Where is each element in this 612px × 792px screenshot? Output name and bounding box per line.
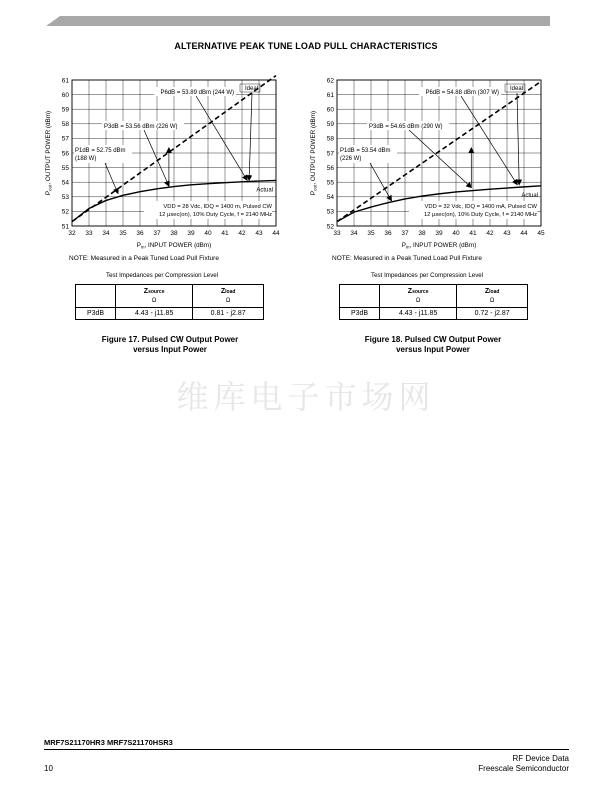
annotation-p1db-line1: P1dB = 53.54 dBm bbox=[340, 148, 391, 154]
y-tick-label: 60 bbox=[326, 106, 334, 114]
x-tick-label: 36 bbox=[136, 230, 144, 237]
y-tick-label: 54 bbox=[61, 179, 69, 187]
chart-note: NOTE: Measured in a Peak Tuned Load Pull Fixture bbox=[69, 255, 219, 262]
x-tick-label: 36 bbox=[384, 230, 392, 237]
y-tick-label: 52 bbox=[326, 223, 334, 231]
series-label-ideal: Ideal bbox=[244, 86, 258, 92]
y-tick-label: 56 bbox=[326, 164, 334, 172]
series-label-actual: Actual bbox=[256, 187, 273, 194]
x-axis-label-main: P bbox=[401, 242, 406, 249]
annotation-p3db: P3dB = 54.65 dBm (290 W) bbox=[369, 124, 443, 130]
x-axis-label bbox=[402, 242, 476, 250]
y-tick-label: 60 bbox=[61, 91, 69, 99]
annotation-p6db: P6dB = 54.88 dBm (307 W) bbox=[425, 90, 499, 96]
x-tick-label: 43 bbox=[255, 230, 263, 237]
y-tick-label: 62 bbox=[326, 77, 334, 85]
y-axis-label-main: P bbox=[45, 190, 52, 196]
annotation-p1db-line2: (188 W) bbox=[75, 156, 97, 162]
y-axis-label bbox=[310, 111, 318, 195]
y-tick-label: 51 bbox=[61, 223, 69, 231]
x-tick-label: 38 bbox=[170, 230, 178, 237]
figure-caption-line2: versus Input Power bbox=[133, 345, 207, 354]
x-tick-label: 40 bbox=[452, 230, 460, 237]
table-unit: Ω bbox=[415, 297, 421, 304]
x-tick-label: 39 bbox=[187, 230, 195, 237]
y-tick-label: 59 bbox=[326, 121, 334, 129]
y-axis-label-rest: , OUTPUT POWER (dBm) bbox=[310, 110, 317, 185]
footer-divider bbox=[44, 749, 569, 750]
x-tick-label: 32 bbox=[68, 230, 76, 237]
annotation-p1db-line1: P1dB = 52.75 dBm bbox=[75, 148, 126, 154]
chart-figure-18 bbox=[305, 74, 550, 264]
x-tick-label: 41 bbox=[221, 230, 229, 237]
y-tick-label: 58 bbox=[61, 121, 69, 129]
x-tick-label: 38 bbox=[418, 230, 426, 237]
x-axis-label bbox=[137, 242, 211, 250]
footer-company: Freescale Semiconductor bbox=[478, 764, 569, 773]
annotation-arrow-ideal bbox=[249, 93, 252, 180]
x-axis-label-rest: , INPUT POWER (dBm) bbox=[409, 242, 477, 249]
x-tick-label: 33 bbox=[333, 230, 341, 237]
table-header-zload: Zload Ω bbox=[457, 285, 528, 308]
table-cell-zload: 0.81 - j2.87 bbox=[193, 308, 264, 320]
y-tick-label: 53 bbox=[61, 194, 69, 202]
y-axis-label-main: P bbox=[310, 190, 317, 196]
x-tick-label: 40 bbox=[204, 230, 212, 237]
table-header-zload: Zload Ω bbox=[193, 285, 264, 308]
condition-line-2: 12 μsec(on), 10% Duty Cycle, f = 2140 MHz bbox=[423, 212, 537, 218]
table-title: Test Impedances per Compression Level bbox=[106, 272, 219, 279]
annotation-p3db: P3dB = 53.56 dBm (226 W) bbox=[104, 124, 178, 130]
table-cell-zsource: 4.43 - j11.85 bbox=[380, 308, 457, 320]
watermark: 维库电子市场网 bbox=[176, 378, 436, 416]
x-axis-label-sub: in bbox=[140, 244, 145, 250]
table-unit: Ω bbox=[225, 297, 231, 304]
footer-part-number: MRF7S21170HR3 MRF7S21170HSR3 bbox=[44, 738, 173, 747]
x-tick-label: 41 bbox=[469, 230, 477, 237]
chart-figure-17 bbox=[40, 74, 285, 264]
table-header-zsource: Zsource Ω bbox=[116, 285, 193, 308]
figure-caption bbox=[70, 335, 270, 355]
annotation-p1db-line2: (226 W) bbox=[340, 156, 362, 162]
annotation-arrow-ideal bbox=[517, 93, 519, 185]
table-cell-zload: 0.72 - j2.87 bbox=[457, 308, 528, 320]
x-tick-label: 35 bbox=[367, 230, 375, 237]
y-tick-label: 57 bbox=[61, 135, 69, 143]
x-tick-label: 37 bbox=[401, 230, 409, 237]
y-axis-label-sub: out bbox=[312, 184, 318, 191]
table-title: Test Impedances per Compression Level bbox=[371, 272, 484, 279]
impedance-table bbox=[75, 284, 264, 320]
table-header-empty bbox=[340, 285, 380, 308]
y-tick-label: 52 bbox=[61, 208, 69, 216]
footer-page-number: 10 bbox=[44, 764, 53, 773]
table-header-zsource: Zsource Ω bbox=[380, 285, 457, 308]
y-tick-label: 59 bbox=[61, 106, 69, 114]
series-label-actual: Actual bbox=[521, 192, 538, 199]
x-tick-label: 44 bbox=[520, 230, 528, 237]
x-axis-label-sub: in bbox=[405, 244, 410, 250]
x-tick-label: 35 bbox=[119, 230, 127, 237]
y-tick-label: 55 bbox=[326, 179, 334, 187]
y-axis-label bbox=[45, 111, 53, 195]
y-axis-label-rest: , OUTPUT POWER (dBm) bbox=[45, 110, 52, 185]
figure-caption-line2: versus Input Power bbox=[396, 345, 470, 354]
x-tick-label: 45 bbox=[537, 230, 545, 237]
table-cell-zsource: 4.43 - j11.85 bbox=[116, 308, 193, 320]
figure-caption-line1: Figure 17. Pulsed CW Output Power bbox=[101, 335, 239, 344]
x-tick-label: 43 bbox=[503, 230, 511, 237]
x-tick-label: 42 bbox=[238, 230, 246, 237]
section-title: ALTERNATIVE PEAK TUNE LOAD PULL CHARACTERISTICS bbox=[174, 41, 438, 51]
y-tick-label: 56 bbox=[61, 150, 69, 158]
header-band bbox=[0, 0, 612, 40]
annotation-p6db: P6dB = 53.89 dBm (244 W) bbox=[160, 90, 234, 96]
y-tick-label: 53 bbox=[326, 208, 334, 216]
table-unit: Ω bbox=[489, 297, 495, 304]
x-tick-label: 34 bbox=[102, 230, 110, 237]
figure-caption-line1: Figure 18. Pulsed CW Output Power bbox=[364, 335, 502, 344]
x-tick-label: 33 bbox=[85, 230, 93, 237]
series-label-ideal: Ideal bbox=[509, 86, 523, 92]
y-tick-label: 54 bbox=[326, 194, 334, 202]
table-cell-level: P3dB bbox=[340, 308, 380, 320]
condition-line-2: 12 μsec(on), 10% Duty Cycle, f = 2140 MHz bbox=[158, 212, 272, 218]
x-tick-label: 44 bbox=[272, 230, 280, 237]
y-axis-label-sub: out bbox=[47, 184, 53, 191]
condition-line-1: VDD = 28 Vdc, IDQ = 1400 m, Pulsed CW bbox=[163, 204, 272, 210]
table-unit: Ω bbox=[151, 297, 157, 304]
y-tick-label: 61 bbox=[61, 77, 69, 85]
table-row bbox=[76, 308, 264, 320]
chart-note: NOTE: Measured in a Peak Tuned Load Pull Fixture bbox=[332, 255, 482, 262]
y-tick-label: 58 bbox=[326, 135, 334, 143]
y-tick-label: 55 bbox=[61, 164, 69, 172]
x-axis-label-rest: , INPUT POWER (dBm) bbox=[144, 242, 212, 249]
table-row bbox=[340, 308, 528, 320]
x-tick-label: 37 bbox=[153, 230, 161, 237]
condition-line-1: VDD = 32 Vdc, IDQ = 1400 mA, Pulsed CW bbox=[424, 204, 537, 210]
x-tick-label: 42 bbox=[486, 230, 494, 237]
impedance-table bbox=[339, 284, 528, 320]
y-tick-label: 61 bbox=[326, 91, 334, 99]
annotation-arrow-p3db bbox=[409, 130, 471, 188]
x-axis-label-main: P bbox=[136, 242, 141, 249]
table-cell-level: P3dB bbox=[76, 308, 116, 320]
x-tick-label: 34 bbox=[350, 230, 358, 237]
x-tick-label: 39 bbox=[435, 230, 443, 237]
figure-caption bbox=[333, 335, 533, 355]
footer-doc-title: RF Device Data bbox=[512, 754, 569, 763]
y-tick-label: 57 bbox=[326, 150, 334, 158]
table-header-empty bbox=[76, 285, 116, 308]
